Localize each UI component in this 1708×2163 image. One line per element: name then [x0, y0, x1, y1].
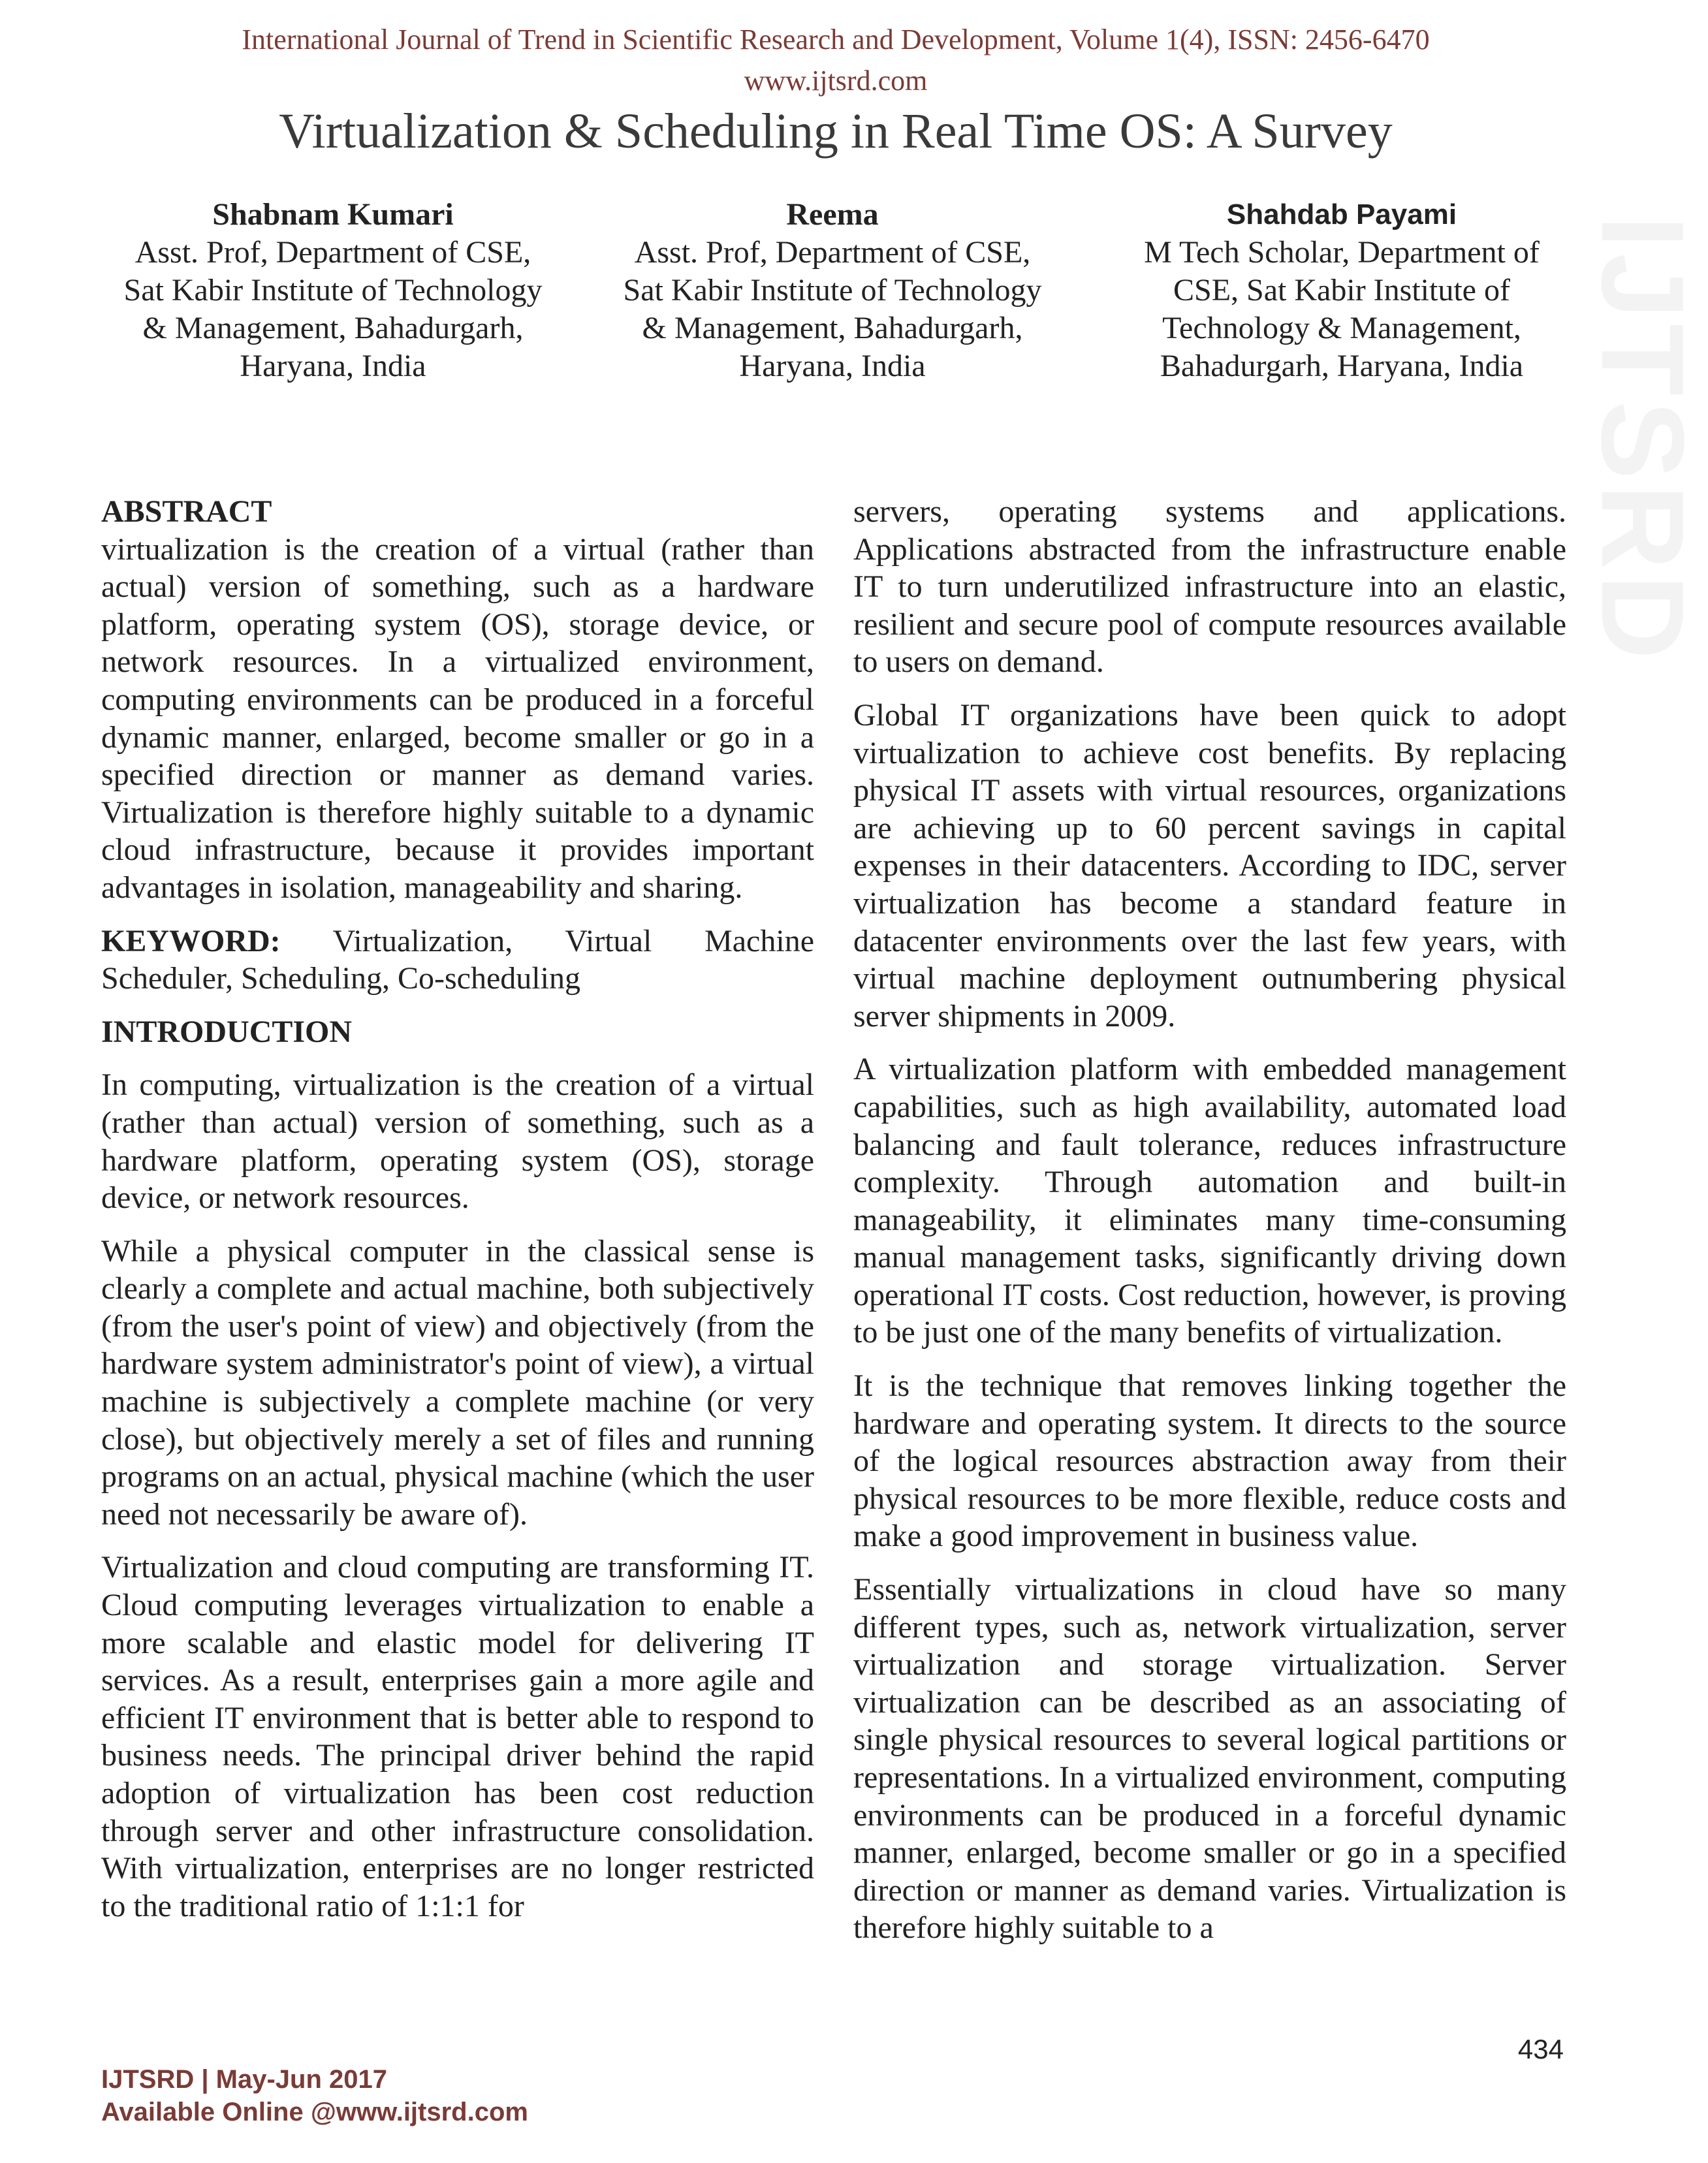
keywords-text: Virtualization, Virtual Machine Scheduler, Scheduling, Co-scheduling: [101, 923, 814, 996]
left-column: [101, 493, 814, 1940]
body-paragraph: In computing, virtualization is the creation of a virtual (rather than actual) version of something, such as a hardware platform, operating system (OS), storage device, or network resources.: [101, 1067, 814, 1216]
author-name: Shahdab Payami: [1226, 198, 1457, 230]
journal-url[interactable]: www.ijtsrd.com: [744, 65, 928, 97]
author-affiliation-line: CSE, Sat Kabir Institute of: [1173, 273, 1510, 308]
author-affiliation-line: Asst. Prof, Department of CSE,: [634, 235, 1031, 270]
right-column: [853, 493, 1566, 1963]
abstract-text: virtualization is the creation of a virtual (rather than actual) version of something, such as a hardware platform, operating system (OS), storage device, or network resources. In a virtualized environment, computing environments can be produced in a forceful dynamic manner, enlarged, become smaller or go in a specified direction or manner as demand varies. Virtualization is therefore highly suitable to a dynamic cloud infrastructure, because it provides important advantages in isolation, manageability and sharing.: [101, 531, 814, 905]
watermark-logo: IJTSRD: [1577, 215, 1708, 665]
author-affiliation-line: Asst. Prof, Department of CSE,: [134, 235, 531, 270]
body-paragraph: Global IT organizations have been quick to adopt virtualization to achieve cost benefits. By replacing physical IT assets with virtual resources, organizations are achieving up to 60 percent savings in capital expenses in their datacenters. According to IDC, server virtualization has become a standard feature in datacenter environments over the last few years, with virtual machine deployment outnumbering physical server shipments in 2009.: [853, 697, 1566, 1034]
author-affiliation-line: Haryana, India: [739, 349, 926, 383]
keywords-label: KEYWORD:: [101, 923, 281, 958]
author-block-3: [1103, 196, 1580, 385]
page-number: 434: [1517, 2034, 1564, 2064]
abstract-heading: ABSTRACT: [101, 494, 272, 529]
paper-title: Virtualization & Scheduling in Real Time OS: A Survey: [279, 104, 1393, 159]
introduction-heading: INTRODUCTION: [101, 1014, 353, 1049]
author-affiliation-line: Bahadurgarh, Haryana, India: [1160, 349, 1524, 383]
author-block-2: [597, 196, 1068, 385]
author-affiliation-line: & Management, Bahadurgarh,: [642, 311, 1023, 345]
author-affiliation-line: M Tech Scholar, Department of: [1144, 235, 1540, 270]
body-paragraph: While a physical computer in the classical sense is clearly a complete and actual machine, both subjectively (from the user's point of view) and objectively (from the hardware system administrator's point of view), a virtual machine is subjectively a complete machine (or very close), but objectively merely a set of files and running programs on an actual, physical machine (which the user need not necessarily be aware of).: [101, 1233, 814, 1532]
body-paragraph: servers, operating systems and applications. Applications abstracted from the infrastructure enable IT to turn underutilized infrastructure into an elastic, resilient and secure pool of compute resources available to users on demand.: [853, 494, 1566, 680]
author-affiliation-line: Haryana, India: [240, 349, 426, 383]
body-paragraph: A virtualization platform with embedded management capabilities, such as high availability, automated load balancing and fault tolerance, reduces infrastructure complexity. Through automation and built-in manageability, it eliminates many time-consuming manual management tasks, significantly driving down operational IT costs. Cost reduction, however, is proving to be just one of the many benefits of virtualization.: [853, 1052, 1566, 1350]
author-affiliation-line: Sat Kabir Institute of Technology: [123, 273, 543, 308]
author-affiliation-line: & Management, Bahadurgarh,: [142, 311, 524, 345]
footer-issue: IJTSRD | May-Jun 2017: [101, 2065, 388, 2094]
body-paragraph: Virtualization and cloud computing are transforming IT. Cloud computing leverages virtualization to enable a more scalable and elastic model for delivering IT services. As a result, enterprises gain a more agile and efficient IT environment that is better able to respond to business needs. The principal driver behind the rapid adoption of virtualization has been cost reduction through server and other infrastructure consolidation. With virtualization, enterprises are no longer restricted to the traditional ratio of 1:1:1 for: [101, 1550, 814, 1923]
author-affiliation-line: Technology & Management,: [1162, 311, 1521, 345]
author-block-1: [98, 196, 568, 385]
keywords: [101, 923, 814, 998]
author-name: Reema: [786, 197, 879, 232]
author-affiliation-line: Sat Kabir Institute of Technology: [623, 273, 1042, 308]
footer: [101, 2063, 528, 2128]
body-paragraph: It is the technique that removes linking together the hardware and operating system. It directs to the source of the logical resources abstraction away from their physical resources to be more flexible, reduce costs and make a good improvement in business value.: [853, 1368, 1566, 1554]
footer-url[interactable]: Available Online @www.ijtsrd.com: [101, 2098, 528, 2126]
body-paragraph: Essentially virtualizations in cloud have so many different types, such as, network virtualization, server virtualization and storage virtualization. Server virtualization can be described as an associating of single physical resources to several logical partitions or representations. In a virtualized environment, computing environments can be produced in a forceful dynamic manner, enlarged, become smaller or go in a specified direction or manner as demand varies. Virtualization is therefore highly suitable to a: [853, 1572, 1566, 1946]
author-name: Shabnam Kumari: [212, 197, 454, 232]
journal-header: International Journal of Trend in Scientific Research and Development, Volume 1(4), ISSN: 2456-6470: [242, 24, 1430, 55]
